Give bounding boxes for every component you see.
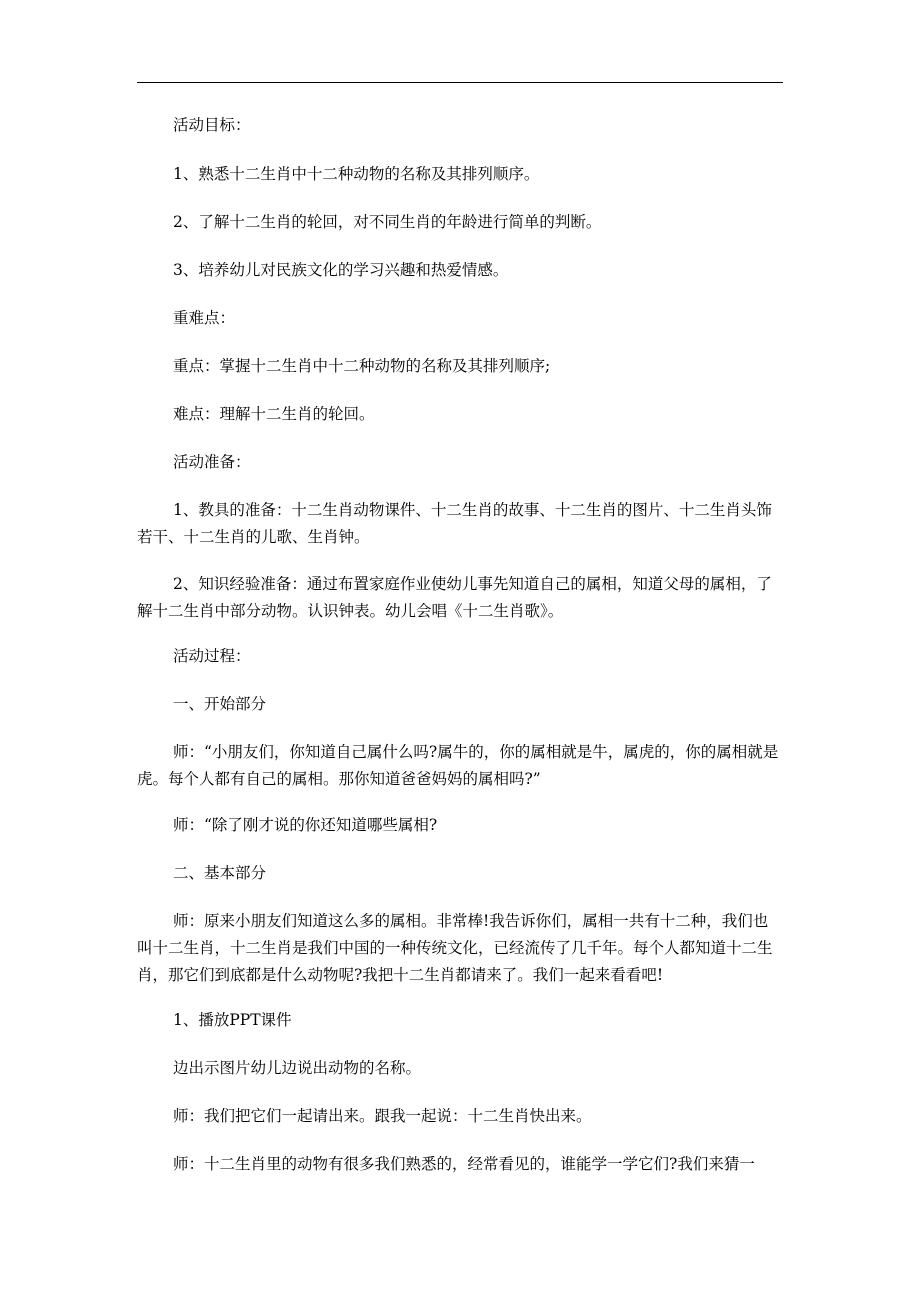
section-heading-process: 活动过程： xyxy=(173,647,251,665)
key-point: 重点：掌握十二生肖中十二种动物的名称及其排列顺序; xyxy=(173,357,551,375)
goal-item-2: 2、了解十二生肖的轮回，对不同生肖的年龄进行简单的判断。 xyxy=(173,213,602,231)
header-rule xyxy=(137,82,783,83)
difficult-point: 难点：理解十二生肖的轮回。 xyxy=(173,405,375,423)
goal-item-3: 3、培养幼儿对民族文化的学习兴趣和热爱情感。 xyxy=(173,261,509,279)
preparation-item-1: 1、教具的准备：十二生肖动物课件、十二生肖的故事、十二生肖的图片、十二生肖头饰若干、十二生肖的儿歌、生肖钟。 xyxy=(137,501,772,546)
preparation-item-2: 2、知识经验准备：通过布置家庭作业使幼儿事先知道自己的属相，知道父母的属相，了解十二生肖中部分动物。认识钟表。幼儿会唱《十二生肖歌》。 xyxy=(137,575,772,620)
section-heading-goals: 活动目标： xyxy=(173,116,251,134)
section-heading-key-points: 重难点： xyxy=(173,309,236,327)
part-heading-opening: 一、开始部分 xyxy=(173,695,267,713)
step-heading-ppt: 1、播放PPT课件 xyxy=(173,1011,292,1029)
teacher-line-1: 师：“小朋友们，你知道自己属什么吗?属牛的，你的属相就是牛，属虎的，你的属相就是虎。每个人都有自己的属相。那你知道爸爸妈妈的属相吗?” xyxy=(137,743,779,788)
teacher-line-4: 师：我们把它们一起请出来。跟我一起说：十二生肖快出来。 xyxy=(173,1107,592,1125)
part-heading-basic: 二、基本部分 xyxy=(173,864,267,882)
goal-item-1: 1、熟悉十二生肖中十二种动物的名称及其排列顺序。 xyxy=(173,165,540,183)
step-description: 边出示图片幼儿边说出动物的名称。 xyxy=(173,1059,422,1077)
section-heading-preparation: 活动准备： xyxy=(173,453,251,471)
teacher-line-5: 师：十二生肖里的动物有很多我们熟悉的，经常看见的，谁能学一学它们?我们来猜一 xyxy=(173,1155,755,1173)
teacher-line-2: 师：“除了刚才说的你还知道哪些属相? xyxy=(173,816,438,834)
teacher-line-3: 师：原来小朋友们知道这么多的属相。非常棒!我告诉你们，属相一共有十二种，我们也叫十二生肖，十二生肖是我们中国的一种传统文化，已经流传了几千年。每个人都知道十二生肖，那它们到底都是什么动物呢?我把十二生肖都请来了。我们一起来看看吧! xyxy=(137,912,773,984)
